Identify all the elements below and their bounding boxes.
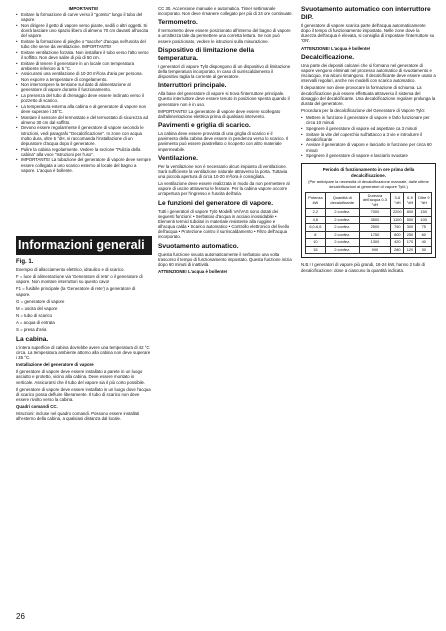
list-item: • Non interrompere la tensione sul dato di alimentazione al generatore di vapore durante il funzionamento. [16,82,151,92]
column-1 [16,6,151,173]
paragraph: Il generatore di vapore deve essere installato in un luogo dove l'acqua di scarico possa defluire liberamente. Il tubo di scarico non deve essere rivolto verso la cabina. [16,386,151,402]
table-cell: 15 [306,246,326,254]
table-note: (Per anticipare la necessità di decalcificazione manuale, dalle ultime decalcificazioni ai generatori di vapore Tylö.) [308,179,429,190]
list-item: • Avviare il generatore di vapore e lasciarlo in funzione per circa 60 minuti [301,142,436,152]
heading-install: Installazione del generatore di vapore [16,362,94,368]
list-item: • Mettere in funzione il generatore di vapore e farlo funzionare per circa 10 minuti [301,115,436,125]
table-cell: 1100 [391,216,404,224]
table-header-row [306,192,432,209]
table-title: Periodo di funzionamento in ore prima della decalcificazione. [322,167,415,178]
figure-item: F = luce di alimentazione via 'Generatore di rete' o il generatore di vapore. Non montare interruttori su questo cavo! [16,274,143,285]
heading-cabin: La cabina. [16,335,49,343]
paragraph: Una parte dei depositi calcarei che si formano nel generatore di vapore vengono eliminati nel processo automatico di svuotamento e risciacquo, ma alcuni rimangono. Il decalcificante deve essere usato a intervalli regolari, anche nei modelli con scarico automatico. [301,62,436,84]
list-item: • Evitare di tenere il generatore in un locale con temperatura ambiente inferiore ai 5 °C. [16,61,151,71]
heading-thermometer: Termometro. [158,19,198,27]
table-cell: 40 [416,239,432,247]
table-cell: 2 confez. [325,231,359,239]
table-cell: 2200 [391,209,404,217]
list-item: • La temperatura esterna alla cabina e al generatore di vapore non deve superare i 35°C. [16,104,151,114]
table-header: 6-9 °dH [404,192,416,209]
table-header: 3-6 °dH [391,192,404,209]
table-header: Quantità di decalcificante [325,192,359,209]
table-row [306,216,432,224]
table-cell: 1750 [359,231,390,239]
list-item: • Assicurarsi una ventilazione di 10-20 m³/ora d'aria per persona. Non esporre a temperature di congelamento. [16,71,151,81]
paragraph: Il termometro deve essere posizionato all'interno del bagno di vapore a un'altezza tale da permettere una corretta lettura. Se non può essere posizionato, vedere le istruzioni sulla misurazione. [158,28,291,44]
paragraph: Per la ventilazione non è necessario alcun impianto di ventilazione. Sarà sufficiente la ventilazione naturale attraverso la porta. Tuttavia una piccola apertura di circa 10-20 m³/ora è consigliata. [158,163,288,179]
paragraph: La ventilazione deve essere realizzata in modo da non permettere al vapore di uscire attraverso le fessure. Per la cabina vapore occorre un'apertura per l'ingresso e l'uscita dell'aria. [158,181,290,197]
paragraph: Il generatore di vapore scarica parte dell'acqua automaticamente dopo il tempo di funzionamento impostato. Nelle zone dove la durezza dell'acqua è elevata, si consiglia di impostare l'interruttore su 'ON'. [301,23,435,44]
figure-item: N = tubo di scarico [16,313,53,319]
heading-auto-drain: Svuotamento automatico. [158,242,239,250]
figure-item: A = acqua di entrata [16,320,55,326]
table-row [306,209,432,217]
list-item: • IMPORTANTE! La tubazione del generatore di vapore deve sempre essere collegata a uno scarico esterno al locale del bagno a vapore. L'acqua è bollente. [16,157,151,172]
table-cell: 500 [404,216,416,224]
table-cell: 750 [391,224,404,232]
column-1-lower [16,259,151,424]
paragraph: Istruzioni: incluse nel quadro comandi. Possono essere installati all'esterno della cabina, a qualsiasi distanza dal locale. [16,411,140,422]
paragraph: IMPORTANTE! La generatore di vapore deve essere scollegato dall'alimentazione elettrica prima di qualsiasi intervento. [158,108,281,119]
table-header: Potenza kW [306,192,326,209]
figure-item: S = presa d'aria [16,327,47,333]
list-item: • Evitare la formazione di curve verso il "gomito" lungo il tubo del vapore. [16,12,151,22]
column-2 [158,6,293,276]
table-row [306,239,432,247]
figure-item: F1 = fusibile principale (la 'Generatore di rete') a generatore di vapore. [16,286,136,297]
list-item: • La presenza del tubo di drenaggio deve essere inclinato verso il pozzetto di scarico. [16,93,151,103]
paragraph: Questa funzione svuota automaticamente il serbatoio una volta trascorso il tempo di funzionamento impostato. Questa funzione inizia dopo 60 minuti di inattività. [158,251,292,267]
figure-item: M = uscita del vapore [16,305,58,311]
table-cell: 2 confez. [325,216,359,224]
table-cell: 2 confez. [325,246,359,254]
table-row [306,246,432,254]
table-cell: 280 [391,246,404,254]
paragraph: La cabina deve essere provvista di una griglia di scarico e il pavimento della cabina deve essere in pendenza verso lo scarico. Il pavimento può essere piastrellato o ricoperto con altro materiale impermeabile. [158,131,289,152]
heading-functions: Le funzioni del generatore di vapore. [158,199,274,207]
heading-ventilation: Ventilazione. [158,154,198,162]
table-cell: 2 confez. [325,224,359,232]
heading-main-switch: Interruttori principale. [158,82,227,90]
table-header: Oltre 9 °dH [416,192,432,209]
table-footnote: N.B.! I generatori di vapore più grandi, 18-24 kW, hanno 2 tubi di decalcificazione: dose a ciascuno la quantità indicata. [301,262,425,273]
table-header: Durezza dell'acqua 0-3 °dH [359,192,390,209]
heading-decalc: Decalcificazione. [301,53,355,61]
table-cell: 100 [416,216,432,224]
table-cell: 420 [391,239,404,247]
attention-note: ATTENZIONE! L'acqua è bollente! [301,45,371,51]
section-banner: Informazioni generali [16,236,152,255]
paragraph: Tutti i generatori di vapore Tylö Modelli VA/VAS sono dotati dei seguenti funzioni: • Serbatoio d'acqua in acciaio inossidabile • Elementi termici tubolari in materiale resistente alla ruggine e all'acqua calda • Scarico automatico • Controllo elettronico del livello dell'acqua • Protezione contro il surriscaldamento • Filtro dell'acqua incorporato. [158,208,290,240]
heading-temp-limit: Dispositivo di limitazione della temperatura. [158,46,254,62]
table-cell: 8 [306,231,326,239]
important-list [16,12,151,173]
figure-caption: Esempio di allacciamento elettrico, idraulico e di scarico. [16,267,125,272]
list-item: • Evitare ventilazione forzata. Non installare il tubo verso l'alto verso il soffitto. Non deve salire di più di 50 cm. [16,50,151,60]
heading-controls: Quadri comandi CC. [16,404,58,410]
column-3 [301,6,436,275]
list-item: • Spegnere il generatore di vapore e lasciarlo svuotare [301,153,436,158]
decalc-table [305,192,432,255]
decalc-steps [301,115,436,158]
table-cell: 250 [404,231,416,239]
table-cell: 2,2 [306,209,326,217]
list-item: • Evitare la formazione di pieghe o "sacche" d'acqua nell'uscita del tubo che serve da ventilazione. IMPORTANTE! [16,39,151,49]
paragraph: L'intera superficie di cabina dovrebbe avere una temperatura di 42 °C circa. La temperatura ambiente attorno alla cabina non deve superare i 35 °C. [16,344,151,360]
attention-note: ATTENZIONE! L'acqua è bollente! [158,269,228,274]
list-item: • Spegnere il generatore di vapore ed aspettare ca 3 minuti [301,126,436,131]
heading-dip: Svuotamento automatico con interruttore DIP. [301,6,431,21]
table-cell: 75 [416,224,432,232]
table-cell: 10 [306,239,326,247]
table-cell: 60 [416,231,432,239]
table-row [306,224,432,232]
table-cell: 4,6 [306,216,326,224]
paragraph: I generatori di vapore Tylö dispongono di un dispositivo di limitazione della temperatura incorporato. In caso di surriscaldamento il dispositivo taglia la corrente al generatore. [158,63,291,80]
table-cell: 300 [404,224,416,232]
table-cell: 900 [359,246,390,254]
list-item: • Non dirigere il getto di vapore verso piante, sedili o altri oggetti. Si dovrà lasciare uno spazio libero di almeno 70 cm davanti all'uscita del vapore. [16,23,151,38]
table-cell: 800 [404,209,416,217]
table-cell: 3500 [359,216,390,224]
paragraph: Il depuratore non deve provocare la formazione di schiuma. La decalcificazione può essere effettuata attraverso il sistema del dosaggio del decalcificante. Una decalcificazione regolare prolunga la durata del generatore. [301,85,436,106]
list-item: • Montare il sensore del termostato e del termostato di sicurezza ad almeno 30 cm dal soffitto. [16,115,151,125]
table-cell: 2 confez. [325,239,359,247]
paragraph: Il generatore di vapore deve essere installato a parete in un luogo asciutto e protetto, vicino alla cabina. Deve essere montato in verticale. Assicurarsi che il tubo del vapore sia il più corto possibile. [16,369,146,385]
important-title: IMPORTANTE! [68,6,99,11]
list-item: • Devono essere regolarmente il generatore di vapore secondo le istruzioni, vedi paragrafo "Decalcificazione". In zone con acqua molto dura, oltre 5 °dH, si raccomanda l'installazione di un depuratore d'acqua dopo il generatore. [16,125,151,146]
paragraph: CC 30. Accensione manuale e automatica. Timer settimanale incorporato. Non deve rimanere collegato per più di 24 ore continuate. [158,6,293,17]
list-item: • Svitare la vite del coperchio sull'attacco a 3 vie e introdurre il decalcificante [301,132,436,142]
list-item: • Pulire la cabina regolarmente. Vedere la sezione "Pulizia della cabina" alla voce "Istruzioni per l'uso". [16,147,151,157]
heading-floor: Pavimenti e griglia di scarico. [158,122,251,130]
table-cell: 120 [404,246,416,254]
table-cell: 170 [404,239,416,247]
paragraph: Procedura per la decalcificazione del Generatore di Vapore Tylö: [301,108,425,114]
table-cell: 7000 [359,209,390,217]
decalc-table-box [301,163,436,258]
table-cell: 150 [416,209,432,217]
page-number: 26 [16,612,25,621]
table-cell: 600 [391,231,404,239]
figure-title: Fig. 1. [16,259,34,265]
figure-item: G = generatore di vapore [16,298,65,304]
table-row [306,231,432,239]
table-cell: 30 [416,246,432,254]
table-cell: 2500 [359,224,390,232]
table-cell: 6,0-6,6 [306,224,326,232]
paragraph: Alla base del generatore di vapore si trova l'interruttore principale. Questo interruttore deve essere tenuto in posizione spenta quando il generatore non è in uso. [158,91,290,107]
table-cell: 2 confez. [325,209,359,217]
table-cell: 1300 [359,239,390,247]
